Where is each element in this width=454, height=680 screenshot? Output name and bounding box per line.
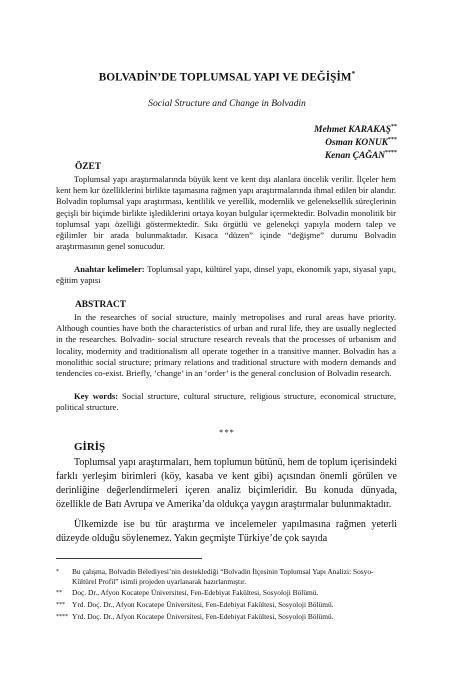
footnote-text: Bu çalışma, Bolvadin Belediyesi’nin desteklediği “Bolvadin İlçesinin Toplumsal Yapı Analizi: Sosyo-Kültürel Profil” isimli projeden uyarlanarak hazırlanmıştır. <box>72 567 374 586</box>
author-3 <box>325 150 397 161</box>
ozet-heading: ÖZET <box>75 162 102 172</box>
ozet-keywords <box>56 264 396 286</box>
footnote-mark: **** <box>56 614 68 620</box>
title-footnote-mark: * <box>351 70 356 78</box>
section-separator: *** <box>219 427 235 437</box>
giris-paragraph-2: Ülkemizde ise bu tür araştırma ve incelemeler yapılmasına rağmen yeterli düzeyde olduğu söylenemez. Yakın geçmişte Türkiye’de çok sayıda <box>56 519 397 544</box>
author-name: Kenan ÇAĞAN <box>324 151 385 162</box>
abstract-keywords-text: Social structure, cultural structure, religious structure, economical structure, political structure. <box>56 391 396 413</box>
paper-title <box>0 70 454 84</box>
giris-heading: GİRİŞ <box>74 441 106 453</box>
author-mark: **** <box>385 150 397 156</box>
footnote-2 <box>56 588 397 598</box>
footnote-text: Doç. Dr., Afyon Kocatepe Üniversitesi, Fen-Edebiyat Fakültesi, Sosyoloji Bölümü. <box>72 588 319 597</box>
footnote-text: Yrd. Doç. Dr., Afyon Kocatepe Üniversitesi, Fen-Edebiyat Fakültesi, Sosyoloji Bölümü. <box>72 600 334 609</box>
ozet-keywords-label: Anahtar kelimeler: <box>74 264 145 274</box>
abstract-keywords-label: Key words: <box>74 391 119 401</box>
footnote-rule <box>56 558 202 559</box>
abstract-paragraph: In the researches of social structure, mainly metropolises and rural areas have priority. Although counties have both the characteristics of urban and rural life, they are usually neglected in the researches. Bolvadin- social structure research reveals that the processes of urbanism and locality, modernity and traditionalism all operate together in a transitive manner. Bolvadin has a monolithic social structure; primary relations and traditional structure with modern demands and tendencies co-exist. Briefly, ‘change’ in an ‘order’ is the general conclusion of Bolvadin research. <box>56 312 396 379</box>
author-mark: ** <box>391 124 397 130</box>
ozet-keywords-text: Toplumsal yapı, kültürel yapı, dinsel yapı, ekonomik yapı, siyasal yapı, eğitim yapısı <box>56 264 397 286</box>
footnote-text: Yrd. Doç. Dr., Afyon Kocatepe Üniversitesi, Fen-Edebiyat Fakültesi, Sosyoloji Bölümü. <box>72 612 334 621</box>
author-1 <box>314 124 397 135</box>
title-text: BOLVADİN’DE TOPLUMSAL YAPI VE DEĞİŞİM <box>98 71 352 84</box>
ozet-paragraph: Toplumsal yapı araştırmalarında büyük kent ve kent dışı alanlara öncelik verilir. İlçeler hem kent hem kır özelliklerini birlikte taşımasına rağmen yapı araştırmalarında ihmal edilen bir alandır. Bolvadin toplumsal yapı araştırması, kentlilik ve yerellik, modernlik ve geleneksellik süreçlerinin geçişli bir biçimde birlikte işlediklerini ortaya koyan bulgular içermektedir. Bolvadin monolitik bir toplumsal yapı özelliği göstermektedir. Sıkı örgütlü ve gelenekçi yapıyla modern talep ve eğilimler bir arada bulunmaktadır. Kısaca “düzen” içinde “değişme” durumu Bolvadin araştırmasının genel sonucudur. <box>56 174 396 252</box>
giris-paragraph-1: Toplumsal yapı araştırmaları, hem toplumun bütünü, hem de toplum içerisindeki farklı yerleşim birimleri (köy, kasaba ve kent gibi) açısından önemli görülen ve derinliğine değerlendirmeleri içeren analiz biçimleridir. Bu konuda dünyada, özellikle de Batı Avrupa ve Amerika’da oldukça yaygın araştırmalar bulunmaktadır. <box>56 457 397 510</box>
footnote-1 <box>56 567 397 587</box>
footnote-mark: *** <box>56 602 65 608</box>
author-mark: *** <box>388 137 397 143</box>
abstract-heading: ABSTRACT <box>75 300 127 310</box>
abstract-keywords <box>56 391 396 413</box>
footnote-mark: * <box>56 569 59 575</box>
footnote-3 <box>56 600 397 610</box>
author-name: Mehmet KARAKAŞ <box>314 125 391 136</box>
paper-subtitle: Social Structure and Change in Bolvadin <box>148 98 306 109</box>
footnote-mark: ** <box>56 590 62 596</box>
author-2 <box>325 137 397 148</box>
footnote-4 <box>56 612 397 622</box>
author-name: Osman KONUK <box>325 138 388 149</box>
